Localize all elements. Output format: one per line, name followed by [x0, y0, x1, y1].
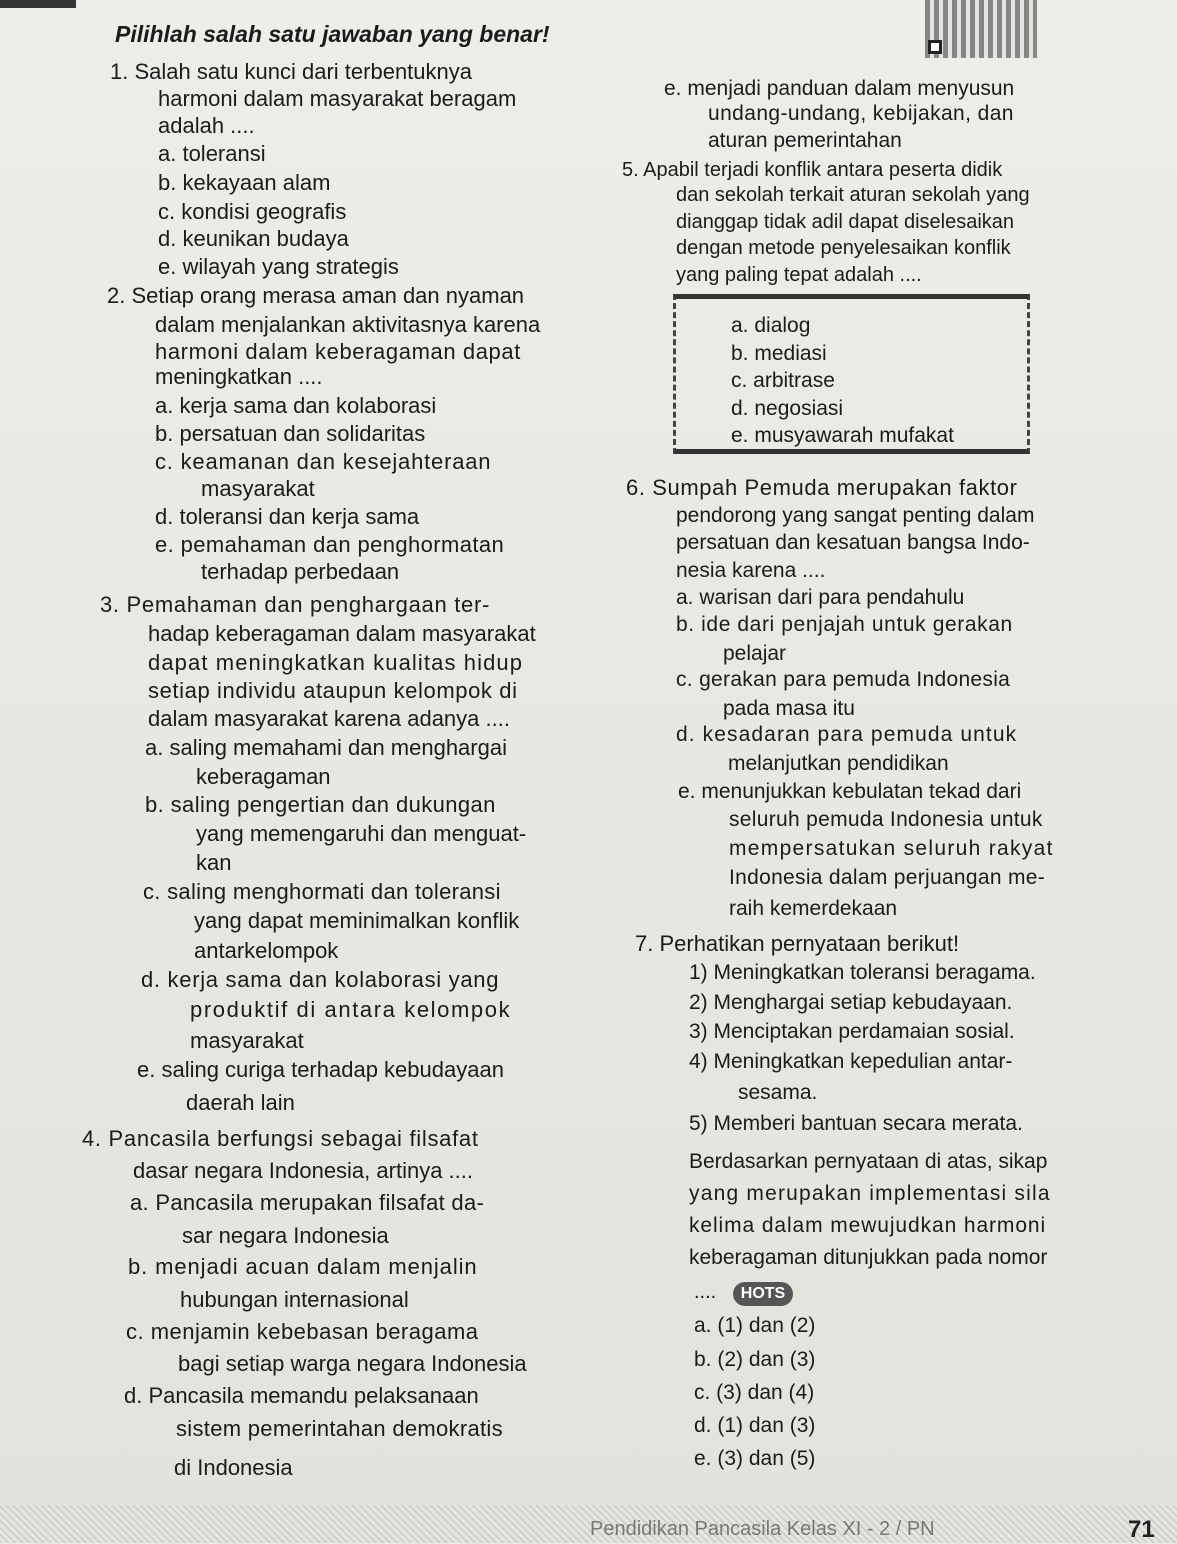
question-4-option-b-cont: hubungan internasional — [180, 1287, 409, 1312]
question-3-line-3: dapat meningkatkan kualitas hidup — [148, 650, 524, 675]
question-2-option-e-cont: terhadap perbedaan — [201, 559, 400, 584]
question-6-option-d-cont: melanjutkan pendidikan — [728, 752, 949, 775]
question-2-line-3: harmoni dalam keberagaman dapat — [155, 339, 521, 364]
question-4-option-b[interactable]: b. menjadi acuan dalam menjalin — [128, 1254, 478, 1279]
question-5-option-c[interactable]: c. arbitrase — [731, 369, 835, 392]
question-6-option-c[interactable]: c. gerakan para pemuda Indonesia — [676, 668, 1011, 691]
question-2-option-c[interactable]: c. keamanan dan kesejahteraan — [155, 449, 492, 474]
question-2-line-4: meningkatkan .... — [155, 364, 323, 389]
question-6-option-b[interactable]: b. ide dari penjajah untuk gerakan — [676, 613, 1013, 636]
question-7-prompt-line-2: yang merupakan implementasi sila — [689, 1182, 1051, 1205]
question-7-option-b[interactable]: b. (2) dan (3) — [694, 1348, 816, 1371]
question-2-line-1: 2. Setiap orang merasa aman dan nyaman — [107, 283, 525, 308]
instruction-heading: Pilihlah salah satu jawaban yang benar! — [115, 21, 550, 47]
question-2-option-d[interactable]: d. toleransi dan kerja sama — [155, 504, 420, 529]
question-7-option-c[interactable]: c. (3) dan (4) — [694, 1381, 815, 1404]
question-4-option-e-cont-2: aturan pemerintahan — [708, 129, 902, 152]
qr-code-marker — [928, 40, 942, 54]
question-1-option-a[interactable]: a. toleransi — [158, 141, 266, 166]
question-7-prompt-line-1: Berdasarkan pernyataan di atas, sikap — [689, 1150, 1048, 1173]
question-1-option-b[interactable]: b. kekayaan alam — [158, 170, 331, 195]
question-6-option-e-cont-2: mempersatukan seluruh rakyat — [729, 837, 1054, 860]
question-6-option-b-cont: pelajar — [723, 642, 787, 665]
question-7-statement-4-cont: sesama. — [738, 1081, 818, 1104]
question-5-option-a[interactable]: a. dialog — [731, 314, 811, 337]
question-1-option-e[interactable]: e. wilayah yang strategis — [158, 254, 399, 279]
question-3-option-d[interactable]: d. kerja sama dan kolaborasi yang — [141, 967, 500, 992]
question-5-line-2: dan sekolah terkait aturan sekolah yang — [676, 184, 1030, 206]
question-1-line-3: adalah .... — [158, 113, 255, 138]
top-edge-mark — [0, 0, 76, 8]
question-6-option-c-cont: pada masa itu — [723, 697, 855, 720]
question-4-option-c-cont: bagi setiap warga negara Indonesia — [178, 1351, 527, 1376]
question-4-option-d-cont-1: sistem pemerintahan demokratis — [176, 1416, 503, 1441]
question-3-option-c[interactable]: c. saling menghormati dan toleransi — [143, 879, 501, 904]
question-6-option-a[interactable]: a. warisan dari para pendahulu — [676, 586, 965, 609]
question-4-option-d-cont-2: di Indonesia — [174, 1455, 293, 1480]
question-5-option-e[interactable]: e. musyawarah mufakat — [731, 424, 954, 447]
question-7-statement-3: 3) Menciptakan perdamaian sosial. — [689, 1020, 1015, 1043]
question-3-option-e[interactable]: e. saling curiga terhadap kebudayaan — [137, 1057, 504, 1082]
question-4-option-a[interactable]: a. Pancasila merupakan filsafat da- — [130, 1190, 485, 1215]
question-3-line-2: hadap keberagaman dalam masyarakat — [148, 621, 536, 646]
question-7-option-d[interactable]: d. (1) dan (3) — [694, 1414, 816, 1437]
question-7-option-e[interactable]: e. (3) dan (5) — [694, 1447, 816, 1470]
question-3-option-a[interactable]: a. saling memahami dan menghargai — [145, 735, 507, 760]
question-3-line-5: dalam masyarakat karena adanya .... — [148, 706, 510, 731]
question-6-line-1: 6. Sumpah Pemuda merupakan faktor — [626, 475, 1018, 500]
question-5-option-b[interactable]: b. mediasi — [731, 342, 827, 365]
footer-band — [0, 1505, 1177, 1543]
question-4-option-e[interactable]: e. menjadi panduan dalam menyusun — [664, 77, 1015, 100]
question-3-option-d-cont-1: produktif di antara kelompok — [190, 997, 512, 1022]
question-4-option-e-cont-1: undang-undang, kebijakan, dan — [708, 102, 1014, 125]
question-7-statement-5: 5) Memberi bantuan secara merata. — [689, 1112, 1023, 1135]
question-6-line-4: nesia karena .... — [676, 559, 826, 582]
question-4-option-d[interactable]: d. Pancasila memandu pelaksanaan — [124, 1383, 479, 1408]
question-6-line-2: pendorong yang sangat penting dalam — [676, 504, 1035, 527]
question-3-option-d-cont-2: masyarakat — [190, 1028, 304, 1053]
footer-book-title: Pendidikan Pancasila Kelas XI - 2 / PN — [590, 1518, 935, 1540]
question-3-option-b-cont-1: yang memengaruhi dan menguat- — [196, 821, 527, 846]
question-4-line-1: 4. Pancasila berfungsi sebagai filsafat — [82, 1126, 479, 1151]
question-7-prompt-line-3: kelima dalam mewujudkan harmoni — [689, 1214, 1047, 1237]
question-1-line-1: 1. Salah satu kunci dari terbentuknya — [110, 59, 473, 84]
question-3-line-4: setiap individu ataupun kelompok di — [148, 678, 518, 703]
question-7-prompt-line-5: .... — [694, 1281, 717, 1303]
page-number: 71 — [1128, 1516, 1155, 1543]
question-2-option-a[interactable]: a. kerja sama dan kolaborasi — [155, 393, 437, 418]
question-6-option-e[interactable]: e. menunjukkan kebulatan tekad dari — [678, 780, 1022, 803]
question-4-option-c[interactable]: c. menjamin kebebasan beragama — [126, 1319, 479, 1344]
question-2-option-e[interactable]: e. pemahaman dan penghormatan — [155, 532, 505, 557]
question-1-option-c[interactable]: c. kondisi geografis — [158, 199, 347, 224]
question-3-option-b[interactable]: b. saling pengertian dan dukungan — [145, 792, 496, 817]
question-3-line-1: 3. Pemahaman dan penghargaan ter- — [100, 592, 491, 617]
question-1-option-d[interactable]: d. keunikan budaya — [158, 226, 349, 251]
question-6-option-e-cont-1: seluruh pemuda Indonesia untuk — [729, 808, 1043, 831]
question-4-option-a-cont: sar negara Indonesia — [182, 1223, 389, 1248]
question-5-option-d[interactable]: d. negosiasi — [731, 397, 844, 420]
question-5-line-5: yang paling tepat adalah .... — [676, 264, 922, 286]
question-3-option-c-cont-1: yang dapat meminimalkan konflik — [194, 908, 520, 933]
question-2-option-b[interactable]: b. persatuan dan solidaritas — [155, 421, 426, 446]
question-6-option-d[interactable]: d. kesadaran para pemuda untuk — [676, 723, 1018, 746]
question-6-line-3: persatuan dan kesatuan bangsa Indo- — [676, 531, 1030, 554]
question-7-line-1: 7. Perhatikan pernyataan berikut! — [635, 931, 960, 956]
question-4-line-2: dasar negara Indonesia, artinya .... — [133, 1158, 473, 1183]
question-5-line-3: dianggap tidak adil dapat diselesaikan — [676, 211, 1015, 233]
question-6-option-e-cont-4: raih kemerdekaan — [729, 897, 898, 920]
question-5-line-4: dengan metode penyelesaikan konflik — [676, 237, 1011, 259]
question-7-statement-4: 4) Meningkatkan kepedulian antar- — [689, 1050, 1013, 1073]
question-7-option-a[interactable]: a. (1) dan (2) — [694, 1314, 816, 1337]
question-6-option-e-cont-3: Indonesia dalam perjuangan me- — [729, 866, 1046, 889]
question-3-option-b-cont-2: kan — [196, 850, 232, 875]
question-7-statement-1: 1) Meningkatkan toleransi beragama. — [689, 961, 1036, 984]
question-2-option-c-cont: masyarakat — [201, 476, 315, 501]
question-3-option-c-cont-2: antarkelompok — [194, 938, 339, 963]
question-2-line-2: dalam menjalankan aktivitasnya karena — [155, 312, 541, 337]
question-7-prompt-line-4: keberagaman ditunjukkan pada nomor — [689, 1246, 1048, 1269]
question-1-line-2: harmoni dalam masyarakat beragam — [158, 86, 517, 111]
question-3-option-a-cont: keberagaman — [196, 764, 331, 789]
question-5-line-1: 5. Apabil terjadi konflik antara peserta didik — [622, 159, 1003, 181]
question-3-option-e-cont: daerah lain — [186, 1090, 295, 1115]
hots-badge: HOTS — [733, 1282, 793, 1306]
question-7-statement-2: 2) Menghargai setiap kebudayaan. — [689, 991, 1013, 1014]
